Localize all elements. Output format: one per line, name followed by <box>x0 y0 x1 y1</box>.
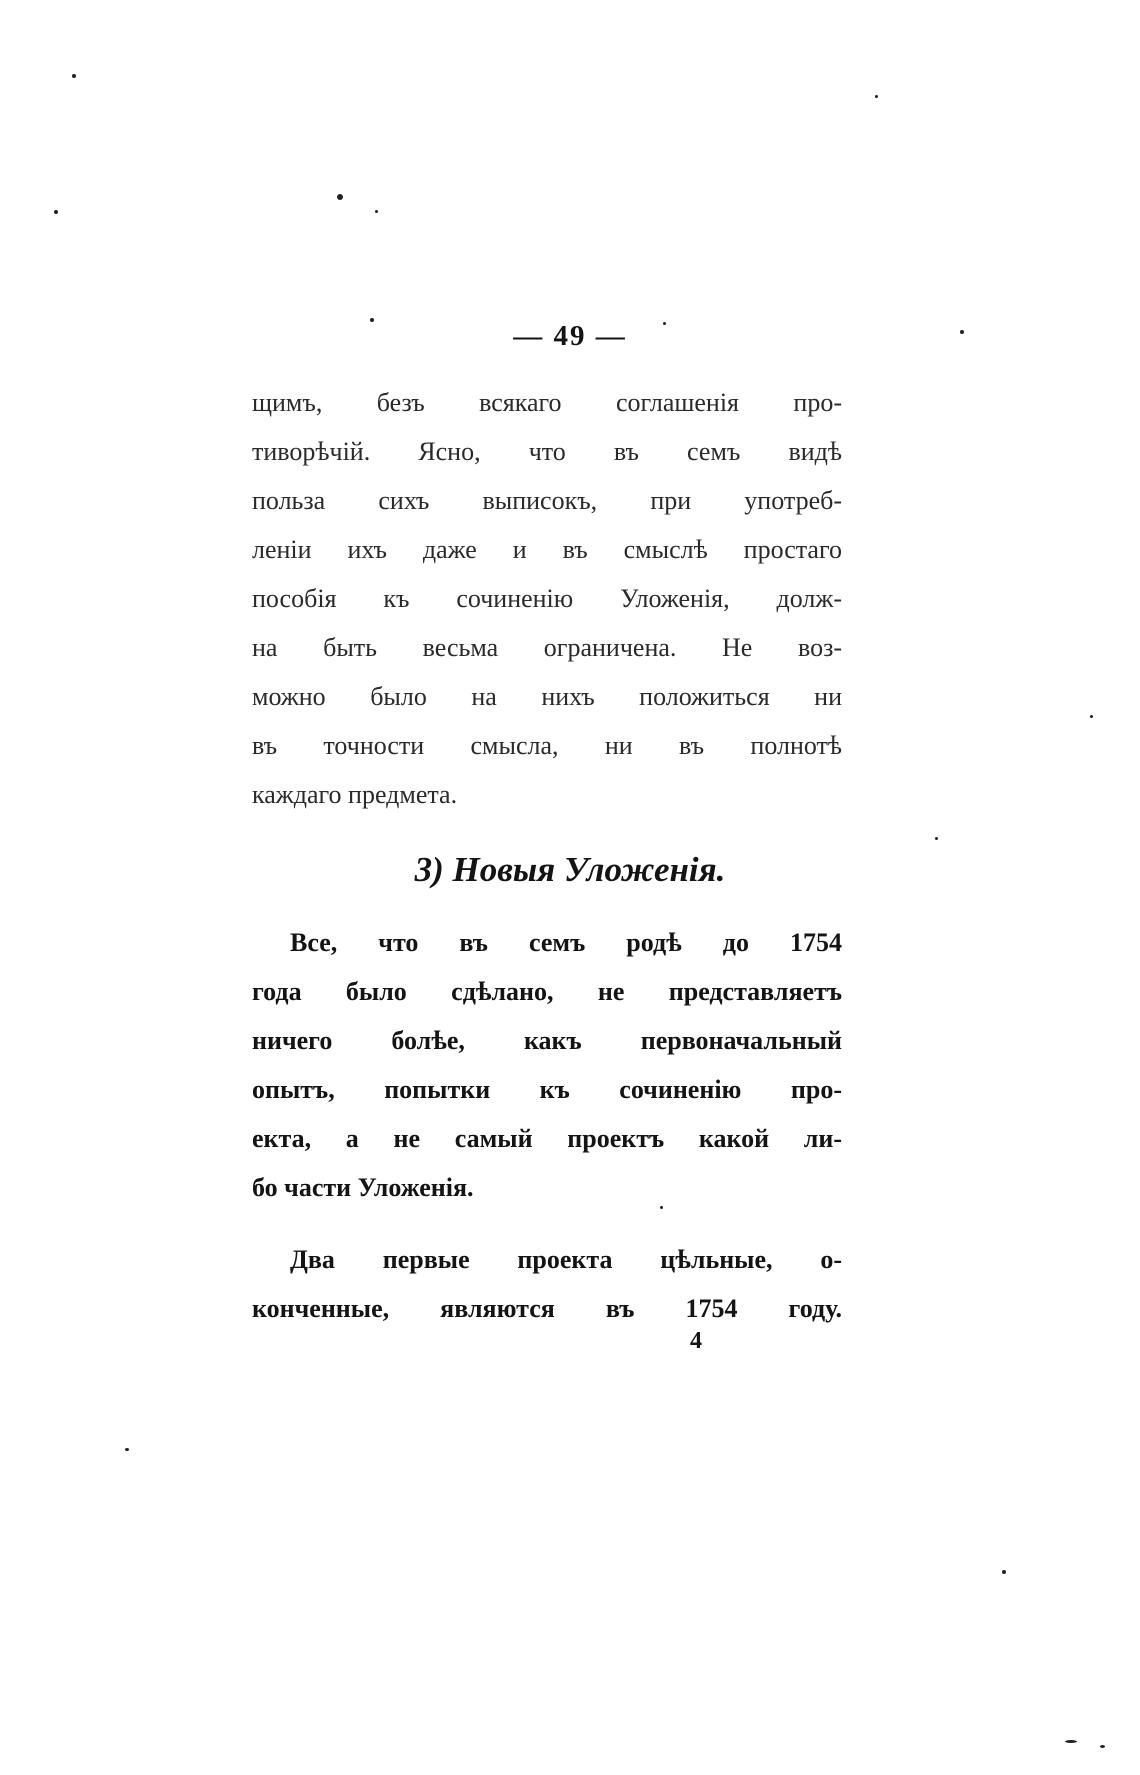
scan-speck <box>72 74 76 78</box>
text-line: каждаго предмета. <box>252 780 458 809</box>
text-line: ничего болѣе, какъ первоначальный <box>252 1026 842 1055</box>
scan-speck <box>1065 1740 1077 1743</box>
text-line: можно было на нихъ положиться ни <box>252 682 842 711</box>
paragraph-3 <box>252 1235 842 1333</box>
scan-speck <box>370 318 374 322</box>
scan-speck <box>375 210 378 213</box>
text-line: екта, а не самый проектъ какой ли- <box>252 1124 842 1153</box>
text-line: Два первые проекта цѣльные, о- <box>290 1245 842 1274</box>
text-line: конченные, являются въ 1754 году. <box>252 1294 842 1323</box>
scan-speck <box>125 1448 129 1451</box>
text-line: щимъ, безъ всякаго соглашенія про- <box>252 388 842 417</box>
paragraph-2 <box>252 918 842 1212</box>
scan-speck <box>337 194 343 200</box>
paragraph-1 <box>252 378 842 819</box>
text-line: польза сихъ выписокъ, при употреб- <box>252 486 842 515</box>
text-line: на быть весьма ограничена. Не воз- <box>252 633 842 662</box>
text-line: опытъ, попытки къ сочиненію про- <box>252 1075 842 1104</box>
section-heading: 3) Новыя Уложенія. <box>414 850 726 889</box>
scan-speck <box>1100 1745 1105 1748</box>
scan-speck <box>1002 1570 1006 1574</box>
text-line: въ точности смысла, ни въ полнотѣ <box>252 731 842 760</box>
text-line: пособія къ сочиненію Уложенія, долж- <box>252 584 842 613</box>
text-line: леніи ихъ даже и въ смыслѣ простаго <box>252 535 842 564</box>
scan-speck <box>875 95 878 98</box>
scan-speck <box>660 1206 663 1209</box>
scan-speck <box>960 330 964 334</box>
text-line: бо части Уложенія. <box>252 1173 474 1202</box>
scan-speck <box>663 322 666 325</box>
scan-speck <box>54 210 58 214</box>
text-line: Все, что въ семъ родѣ до 1754 <box>290 928 842 957</box>
scan-speck <box>935 837 938 840</box>
page-number: — 49 — <box>513 320 627 352</box>
text-line: года было сдѣлано, не представляетъ <box>252 977 842 1006</box>
text-line: тиворѣчій. Ясно, что въ семъ видѣ <box>252 437 842 466</box>
scan-speck <box>1090 715 1093 718</box>
signature-mark: 4 <box>690 1328 702 1354</box>
